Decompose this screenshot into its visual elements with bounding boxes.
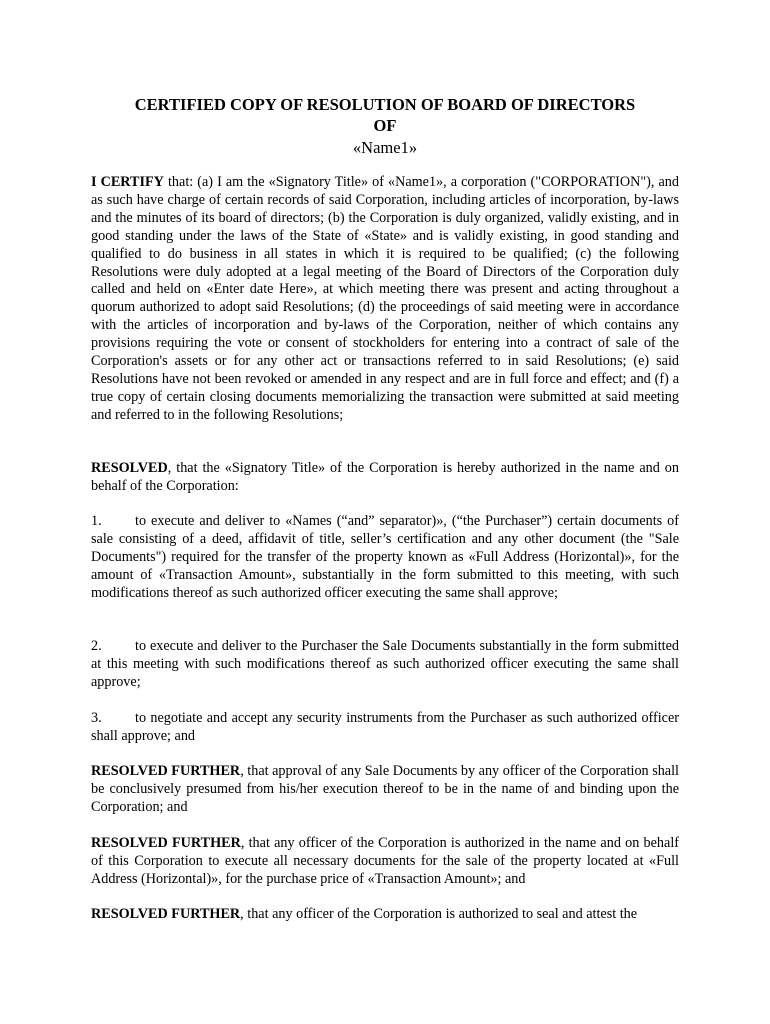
resolved-further-lead: RESOLVED FURTHER xyxy=(91,835,241,851)
resolved-further-text: , that approval of any Sale Documents by any officer of the Corporation shall be conclusively presumed from his/her execution thereof to be in the name of and binding upon the Corporation; and xyxy=(91,763,679,815)
item-text: to execute and deliver to the Purchaser the Sale Documents substantially in the form submitted at this meeting with such modifications thereof as such authorized officer executing the same shall approve; xyxy=(91,638,679,690)
list-item xyxy=(91,513,679,603)
resolved-further-paragraph xyxy=(91,763,679,817)
title-line-1: CERTIFIED COPY OF RESOLUTION OF BOARD OF DIRECTORS xyxy=(134,95,636,114)
resolved-further-paragraph xyxy=(91,906,679,924)
resolved-further-text: , that any officer of the Corporation is authorized to seal and attest the xyxy=(240,906,638,922)
item-number: 2. xyxy=(91,638,102,654)
resolved-text: , that the «Signatory Title» of the Corporation is hereby authorized in the name and on behalf of the Corporation: xyxy=(91,460,679,494)
list-item xyxy=(91,710,679,746)
corporation-name: «Name1» xyxy=(352,138,418,157)
document-title xyxy=(60,94,710,136)
certify-paragraph xyxy=(91,174,679,425)
certify-lead: I CERTIFY xyxy=(91,174,164,190)
item-number: 1. xyxy=(91,513,102,529)
resolved-further-paragraph xyxy=(91,835,679,889)
item-text: to negotiate and accept any security instruments from the Purchaser as such authorized officer shall approve; and xyxy=(91,710,679,744)
item-text: to execute and deliver to «Names (“and” separator)», (“the Purchaser”) certain documents of sale consisting of a deed, affidavit of title, seller’s certification and any other document (the "Sale Documents") required for the transfer of the property known as «Full Address (Horizontal)», for the amount of «Transaction Amount», substantially in the form submitted to this meeting, with such modifications thereof as such authorized officer executing the same shall approve; xyxy=(91,513,679,601)
title-line-2: OF xyxy=(373,116,397,135)
resolved-further-lead: RESOLVED FURTHER xyxy=(91,906,241,922)
list-item xyxy=(91,638,679,692)
resolved-further-lead: RESOLVED FURTHER xyxy=(91,763,241,779)
resolved-paragraph xyxy=(91,460,679,496)
resolved-further-text: , that any officer of the Corporation is authorized in the name and on behalf of this Corporation to execute all necessary documents for the sale of the property located at «Full Address (Horizontal)», for the purchase price of «Transaction Amount»; and xyxy=(91,835,679,887)
resolved-lead: RESOLVED xyxy=(91,460,168,476)
item-number: 3. xyxy=(91,710,102,726)
certify-text: that: (a) I am the «Signatory Title» of «Name1», a corporation ("CORPORATION"), and as such have charge of certain records of said Corporation, including articles of incorporation, by-laws and the minutes of its board of directors; (b) the Corporation is duly organized, validly existing, and in good standing under the laws of the State of «State» and is validly existing, in good standing and qualified to do business in all states in which it is required to be qualified; (c) the following Resolutions were duly adopted at a legal meeting of the Board of Directors of the Corporation duly called and held on «Enter date Here», at which meeting there was present and acting throughout a quorum authorized to adopt said Resolutions; (d) the proceedings of said meeting were in accordance with the articles of incorporation and by-laws of the Corporation, neither of which contains any provisions requiring the vote or consent of stockholders for entering into a contract of sale of the Corporation's assets or for any other act or transactions referred to in said Resolutions; (e) said Resolutions have not been revoked or amended in any respect and are in full force and effect; and (f) a true copy of certain closing documents memorializing the transaction were submitted at said meeting and referred to in the following Resolutions; xyxy=(91,174,679,423)
